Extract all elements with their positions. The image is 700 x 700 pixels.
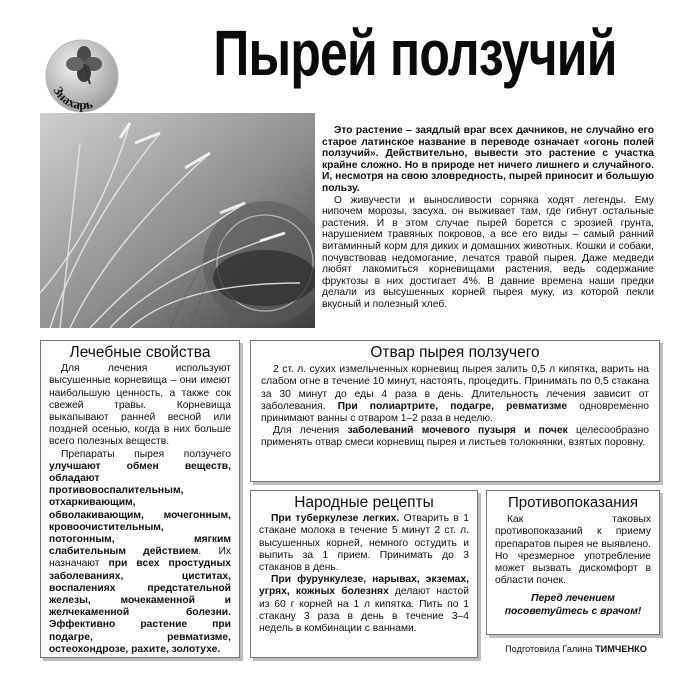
contra-title: Противопоказания — [507, 494, 639, 511]
page-title: Пырей ползучий — [213, 17, 617, 89]
decoction-paragraph-2: Для лечения заболеваний мочевого пузыря и почек целесообразно применять отвар смеси корневищ пырея и листьев толокнянки, взятых поровну. — [261, 425, 649, 449]
healing-paragraph-2: Препараты пырея ползучего улучшают обмен веществ, обладают противовоспалительным, отхаркивающим, обволакивающим, мочегонным, кровоочистительным, потогонным, мягким слабительным действием. Их назначают при всех простудных заболеваниях, циститах, воспалениях предстательной железы, мочекаменной и желчекаменной болезни. Эффективно растение при подагре, ревматизме, остеохондрозе, рахите, золотухе. — [49, 448, 231, 655]
folk-title: Народные рецепты — [294, 494, 434, 511]
author-credit: Подготовила Галина ТИМЧЕНКО — [505, 644, 647, 654]
contra-paragraph: Как таковых противопоказаний к приему препаратов пырея не выявлено. Но чрезмерное употребление может вызвать дискомфорт в области почек. — [495, 514, 651, 587]
decoction-box — [250, 340, 660, 482]
healing-title: Лечебные свойства — [69, 344, 211, 361]
intro-lead: Это растение – заядлый враг всех дачников, не случайно его старое латинское название в переводе означает «огонь полей ползучий». Действительно, вывести это растение с участка крайне сложно. Но в природе нет ничего лишнего и случайного. И, несмотря на свою зловредность, пырей приносит и большую пользу. — [322, 125, 654, 194]
contraindications-box — [486, 490, 660, 635]
folk-recipes-box — [250, 490, 478, 658]
decoction-paragraph-1: 2 ст. л. сухих измельченных корневищ пырея залить 0,5 л кипятка, варить на слабом огне в течение 10 минут, настоять, процедить. Принимать по 0,5 стакана за 30 минут до еды 4 раза в день. Длительность лечения зависит от заболевания. При полиартрите, подагре, ревматизме одновременно принимают ванны с отваром 1–2 раза в неделю. — [261, 364, 649, 425]
healing-properties-box — [40, 340, 240, 658]
intro-body: О живучести и выносливости сорняка ходят легенды. Ему нипочем морозы, засуха, он выживает там, где гибнут остальные растения. И в этом случае пырей борется с эрозией грунта, нарушением травяных покровов, а все его виды – самый ранний витаминный корм для диких и домашних животных. Кошки и собаки, почувствовав недомогание, лечатся травой пырея. Даже медведи любят лакомиться корневищами растения, ведь содержание фруктозы в них достигает 4%. В давние времена наши предки делали из высушенных корней пырея муку, из которой пекли вкусный и полезный хлеб. — [322, 194, 654, 310]
logo-text: Знахарь — [50, 83, 95, 113]
folk-recipe-2: При фурункулезе, нарывах, экземах, угрях, кожных болезнях делают настой из 60 г корней на 1 л кипятка. Пить по 1 стакану 3 раза в день в течение 3–4 недель в комбинации с ваннами. — [259, 574, 469, 635]
decoction-title: Отвар пырея ползучего — [370, 344, 540, 361]
folk-recipe-1: При туберкулезе легких. Отварить в 1 стакане молока в течение 5 минут 2 ст. л. высушенных корней, немного остудить и выпить за 1 прием. Принимать до 3 стаканов в день. — [259, 513, 469, 574]
healing-paragraph-1: Для лечения используют высушенные корневища – они имеют наибольшую ценность, а также сок свежей травы. Корневища выкапывают ранней весной или поздней осенью, когда в них больше всего полезных веществ. — [49, 363, 231, 448]
intro-text — [322, 125, 654, 311]
couch-grass-photo — [40, 113, 315, 328]
contra-closing: Перед лечением посоветуйтесь с врачом! — [504, 593, 642, 617]
clover-logo — [40, 34, 124, 118]
